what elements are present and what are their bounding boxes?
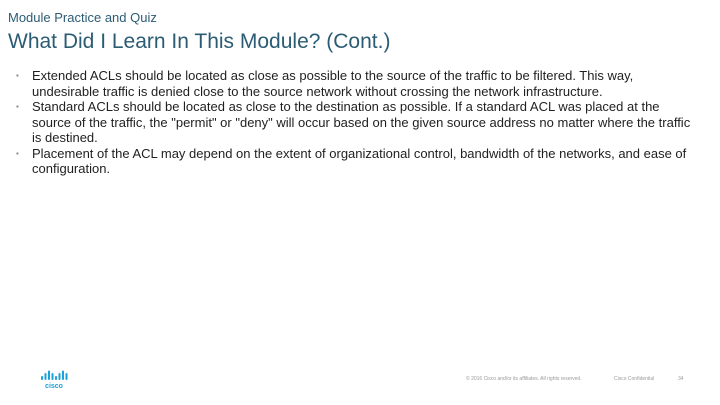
cisco-logo-icon bbox=[40, 370, 68, 389]
copyright-text: © 2016 Cisco and/or its affiliates. All rights reserved. bbox=[466, 376, 582, 382]
page-number: 34 bbox=[678, 376, 684, 382]
logo-text: cisco bbox=[45, 383, 63, 389]
bullet-list bbox=[16, 68, 694, 177]
bullet-text: Placement of the ACL may depend on the extent of organizational control, bandwidth of the networks, and ease of configuration. bbox=[32, 145, 687, 176]
bullet-item bbox=[16, 146, 694, 177]
confidentiality-label: Cisco Confidential bbox=[614, 376, 655, 382]
bullet-icon: ▪ bbox=[16, 148, 19, 158]
bullet-icon: ▪ bbox=[16, 71, 19, 80]
slide-title: What Did I Learn In This Module? (Cont.) bbox=[8, 30, 391, 53]
bullet-item bbox=[16, 68, 694, 99]
bullet-text: Extended ACLs should be located as close as possible to the source of the traffic to be filtered. This way, undesirable traffic is denied close to the source network without crossing the network infrastructure. bbox=[32, 68, 634, 99]
bullet-item bbox=[16, 99, 694, 146]
section-title: Module Practice and Quiz bbox=[8, 10, 157, 25]
bullet-text: Standard ACLs should be located as close to the destination as possible. If a standard ACL was placed at the source of the traffic, the "permit" or "deny" will occur based on the given source address no matter where the traffic is destined. bbox=[32, 99, 691, 145]
bullet-icon: ▪ bbox=[16, 102, 19, 111]
